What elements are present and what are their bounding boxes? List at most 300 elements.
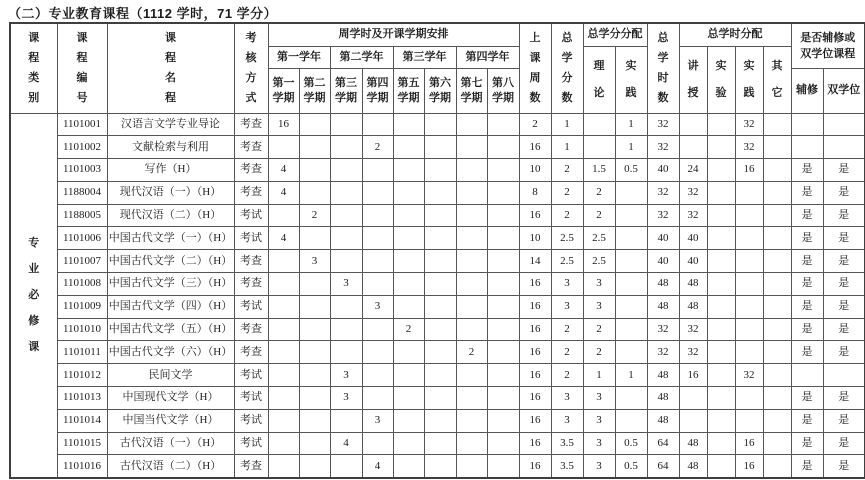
double-degree-cell: 是: [823, 387, 865, 410]
hour-lecture-cell: 48: [679, 432, 707, 455]
credit-practice-cell: [615, 273, 647, 296]
total-hours-cell: 48: [647, 364, 679, 387]
hour-practice-cell: 32: [735, 113, 763, 136]
semester-2-cell: [299, 136, 330, 159]
course-number-cell: 1101014: [57, 409, 107, 432]
total-credits-cell: 2: [551, 159, 583, 182]
course-name-cell: 现代汉语（一）（H）: [107, 181, 234, 204]
semester-6-cell: [424, 113, 456, 136]
course-name-cell: 中国古代文学（三）（H）: [107, 273, 234, 296]
header-hour-practice: 实践: [735, 46, 763, 113]
credit-theory-cell: 2: [583, 341, 615, 364]
header-year-1: 第一学年: [268, 46, 330, 68]
header-hour-lecture: 讲授: [679, 46, 707, 113]
class-weeks-cell: 16: [519, 455, 551, 478]
assessment-cell: 考查: [234, 273, 268, 296]
semester-8-cell: [487, 409, 519, 432]
hour-lecture-cell: 48: [679, 273, 707, 296]
course-number-cell: 1101008: [57, 273, 107, 296]
hour-practice-cell: [735, 250, 763, 273]
semester-8-cell: [487, 204, 519, 227]
semester-8-cell: [487, 318, 519, 341]
semester-7-cell: [456, 364, 487, 387]
course-number-cell: 1101007: [57, 250, 107, 273]
semester-5-cell: [393, 432, 424, 455]
semester-7-cell: [456, 227, 487, 250]
table-row: [10, 227, 865, 250]
semester-8-cell: [487, 227, 519, 250]
table-row: [10, 273, 865, 296]
course-name-cell: 中国古代文学（二）（H）: [107, 250, 234, 273]
semester-8-cell: [487, 250, 519, 273]
semester-3-cell: 3: [330, 273, 362, 296]
semester-3-cell: [330, 250, 362, 273]
total-credits-cell: 3: [551, 295, 583, 318]
minor-cell: 是: [791, 295, 823, 318]
hour-experiment-cell: [707, 227, 735, 250]
hour-experiment-cell: [707, 341, 735, 364]
hour-experiment-cell: [707, 273, 735, 296]
section-title: （二）专业教育课程（1112 学时，71 学分）: [8, 6, 278, 21]
hour-lecture-cell: 16: [679, 364, 707, 387]
semester-2-cell: [299, 364, 330, 387]
total-credits-cell: 3.5: [551, 432, 583, 455]
semester-2-cell: [299, 273, 330, 296]
hour-practice-cell: [735, 318, 763, 341]
hour-experiment-cell: [707, 387, 735, 410]
header-course-number: 课程编号: [57, 23, 107, 113]
credit-theory-cell: 3: [583, 295, 615, 318]
assessment-cell: 考查: [234, 113, 268, 136]
hour-other-cell: [763, 364, 791, 387]
total-hours-cell: 64: [647, 432, 679, 455]
minor-cell: 是: [791, 227, 823, 250]
total-credits-cell: 2.5: [551, 227, 583, 250]
total-hours-cell: 32: [647, 181, 679, 204]
credit-practice-cell: 1: [615, 364, 647, 387]
total-credits-cell: 2: [551, 181, 583, 204]
hour-practice-cell: [735, 181, 763, 204]
minor-cell: 是: [791, 159, 823, 182]
double-degree-cell: [823, 364, 865, 387]
semester-1-cell: 4: [268, 227, 299, 250]
semester-6-cell: [424, 387, 456, 410]
hour-lecture-cell: 48: [679, 455, 707, 478]
minor-cell: [791, 136, 823, 159]
hour-lecture-cell: 40: [679, 250, 707, 273]
total-credits-cell: 1: [551, 113, 583, 136]
credit-practice-cell: 0.5: [615, 432, 647, 455]
hour-other-cell: [763, 159, 791, 182]
hour-other-cell: [763, 318, 791, 341]
table-row: [10, 432, 865, 455]
hour-experiment-cell: [707, 409, 735, 432]
hour-experiment-cell: [707, 204, 735, 227]
semester-7-cell: [456, 273, 487, 296]
semester-7-cell: [456, 387, 487, 410]
header-minor: 辅修: [791, 68, 823, 113]
course-name-cell: 汉语言文学专业导论: [107, 113, 234, 136]
header-total-hours: 总学时数: [647, 23, 679, 113]
hour-practice-cell: [735, 227, 763, 250]
assessment-cell: 考查: [234, 159, 268, 182]
hour-lecture-cell: 32: [679, 341, 707, 364]
semester-3-cell: [330, 295, 362, 318]
assessment-cell: 考查: [234, 250, 268, 273]
course-name-cell: 古代汉语（一）（H）: [107, 432, 234, 455]
semester-2-cell: [299, 455, 330, 478]
semester-5-cell: [393, 181, 424, 204]
course-number-cell: 1101015: [57, 432, 107, 455]
total-hours-cell: 48: [647, 387, 679, 410]
minor-cell: 是: [791, 341, 823, 364]
semester-1-cell: [268, 364, 299, 387]
double-degree-cell: 是: [823, 204, 865, 227]
total-hours-cell: 40: [647, 159, 679, 182]
hour-experiment-cell: [707, 136, 735, 159]
course-number-cell: 1101009: [57, 295, 107, 318]
table-header: [10, 23, 865, 113]
semester-6-cell: [424, 159, 456, 182]
semester-7-cell: [456, 204, 487, 227]
semester-8-cell: [487, 136, 519, 159]
header-weekly-schedule-group: 周学时及开课学期安排: [268, 23, 519, 46]
hour-practice-cell: [735, 273, 763, 296]
header-semester-3: 第三学期: [330, 68, 362, 113]
class-weeks-cell: 16: [519, 409, 551, 432]
course-name-cell: 中国古代文学（一）（H）: [107, 227, 234, 250]
minor-cell: 是: [791, 181, 823, 204]
hour-experiment-cell: [707, 113, 735, 136]
total-hours-cell: 48: [647, 273, 679, 296]
semester-2-cell: 3: [299, 250, 330, 273]
credit-practice-cell: 0.5: [615, 455, 647, 478]
table-row: [10, 364, 865, 387]
table-row: [10, 409, 865, 432]
credit-theory-cell: 2.5: [583, 227, 615, 250]
hour-other-cell: [763, 113, 791, 136]
total-credits-cell: 2: [551, 341, 583, 364]
table-row: [10, 204, 865, 227]
semester-3-cell: 3: [330, 364, 362, 387]
hour-other-cell: [763, 227, 791, 250]
course-number-cell: 1188005: [57, 204, 107, 227]
semester-3-cell: [330, 181, 362, 204]
semester-6-cell: [424, 409, 456, 432]
header-year-4: 第四学年: [456, 46, 519, 68]
class-weeks-cell: 14: [519, 250, 551, 273]
semester-1-cell: 16: [268, 113, 299, 136]
table-row: [10, 295, 865, 318]
credit-theory-cell: [583, 113, 615, 136]
credit-practice-cell: [615, 387, 647, 410]
assessment-cell: 考试: [234, 364, 268, 387]
hour-lecture-cell: 48: [679, 295, 707, 318]
semester-5-cell: [393, 364, 424, 387]
header-credit-practice: 实践: [615, 46, 647, 113]
header-minor-group: 是否辅修或双学位课程: [791, 23, 865, 68]
semester-1-cell: 4: [268, 159, 299, 182]
class-weeks-cell: 8: [519, 181, 551, 204]
class-weeks-cell: 16: [519, 387, 551, 410]
hour-experiment-cell: [707, 295, 735, 318]
hour-practice-cell: 16: [735, 432, 763, 455]
semester-1-cell: [268, 273, 299, 296]
total-hours-cell: 40: [647, 250, 679, 273]
credit-practice-cell: [615, 250, 647, 273]
hour-lecture-cell: 32: [679, 181, 707, 204]
semester-4-cell: 3: [362, 409, 393, 432]
hour-practice-cell: 16: [735, 159, 763, 182]
semester-3-cell: [330, 409, 362, 432]
semester-8-cell: [487, 455, 519, 478]
semester-3-cell: [330, 318, 362, 341]
total-credits-cell: 3: [551, 387, 583, 410]
double-degree-cell: 是: [823, 159, 865, 182]
assessment-cell: 考查: [234, 455, 268, 478]
hour-other-cell: [763, 136, 791, 159]
hour-lecture-cell: [679, 136, 707, 159]
minor-cell: [791, 113, 823, 136]
semester-3-cell: [330, 204, 362, 227]
semester-5-cell: [393, 204, 424, 227]
hour-lecture-cell: 40: [679, 227, 707, 250]
credit-theory-cell: 2: [583, 181, 615, 204]
credit-theory-cell: 2: [583, 318, 615, 341]
semester-5-cell: [393, 341, 424, 364]
semester-8-cell: [487, 295, 519, 318]
semester-2-cell: [299, 432, 330, 455]
course-table-body: [10, 113, 865, 478]
class-weeks-cell: 10: [519, 159, 551, 182]
semester-3-cell: [330, 227, 362, 250]
header-semester-7: 第七学期: [456, 68, 487, 113]
semester-8-cell: [487, 159, 519, 182]
double-degree-cell: 是: [823, 227, 865, 250]
header-hour-other: 其它: [763, 46, 791, 113]
semester-6-cell: [424, 204, 456, 227]
double-degree-cell: 是: [823, 181, 865, 204]
credit-theory-cell: 3: [583, 455, 615, 478]
semester-6-cell: [424, 318, 456, 341]
total-hours-cell: 48: [647, 409, 679, 432]
semester-2-cell: [299, 295, 330, 318]
header-semester-1: 第一学期: [268, 68, 299, 113]
course-number-cell: 1101003: [57, 159, 107, 182]
header-course-name: 课程名程: [107, 23, 234, 113]
category-cell: 专业必修课: [10, 113, 57, 478]
class-weeks-cell: 10: [519, 227, 551, 250]
semester-7-cell: [456, 409, 487, 432]
hour-practice-cell: 16: [735, 455, 763, 478]
credit-theory-cell: 3: [583, 432, 615, 455]
semester-5-cell: [393, 295, 424, 318]
semester-3-cell: [330, 113, 362, 136]
hour-practice-cell: 32: [735, 364, 763, 387]
total-hours-cell: 32: [647, 113, 679, 136]
header-semester-5: 第五学期: [393, 68, 424, 113]
semester-2-cell: [299, 181, 330, 204]
semester-3-cell: [330, 136, 362, 159]
hour-other-cell: [763, 273, 791, 296]
header-year-3: 第三学年: [393, 46, 456, 68]
semester-6-cell: [424, 341, 456, 364]
semester-4-cell: [362, 318, 393, 341]
semester-7-cell: [456, 295, 487, 318]
total-credits-cell: 2: [551, 204, 583, 227]
credit-practice-cell: [615, 181, 647, 204]
header-year-2: 第二学年: [330, 46, 393, 68]
assessment-cell: 考查: [234, 181, 268, 204]
assessment-cell: 考查: [234, 136, 268, 159]
semester-8-cell: [487, 341, 519, 364]
semester-8-cell: [487, 432, 519, 455]
minor-cell: 是: [791, 455, 823, 478]
semester-2-cell: [299, 341, 330, 364]
semester-6-cell: [424, 364, 456, 387]
assessment-cell: 考查: [234, 318, 268, 341]
total-credits-cell: 2: [551, 364, 583, 387]
semester-5-cell: [393, 387, 424, 410]
header-class-weeks: 上课周数: [519, 23, 551, 113]
semester-1-cell: [268, 318, 299, 341]
hour-lecture-cell: [679, 409, 707, 432]
semester-5-cell: [393, 113, 424, 136]
minor-cell: 是: [791, 409, 823, 432]
hour-other-cell: [763, 295, 791, 318]
total-hours-cell: 32: [647, 341, 679, 364]
semester-1-cell: 4: [268, 181, 299, 204]
semester-1-cell: [268, 432, 299, 455]
hour-practice-cell: [735, 341, 763, 364]
hour-experiment-cell: [707, 250, 735, 273]
hour-lecture-cell: 32: [679, 204, 707, 227]
semester-3-cell: 4: [330, 432, 362, 455]
class-weeks-cell: 2: [519, 113, 551, 136]
double-degree-cell: 是: [823, 409, 865, 432]
semester-7-cell: [456, 318, 487, 341]
semester-5-cell: [393, 409, 424, 432]
class-weeks-cell: 16: [519, 364, 551, 387]
credit-practice-cell: 1: [615, 113, 647, 136]
assessment-cell: 考试: [234, 204, 268, 227]
semester-7-cell: [456, 136, 487, 159]
hour-lecture-cell: 24: [679, 159, 707, 182]
semester-5-cell: 2: [393, 318, 424, 341]
hour-practice-cell: 32: [735, 136, 763, 159]
total-credits-cell: 2.5: [551, 250, 583, 273]
header-double-degree: 双学位: [823, 68, 865, 113]
hour-practice-cell: [735, 409, 763, 432]
course-name-cell: 中国古代文学（六）（H）: [107, 341, 234, 364]
semester-7-cell: [456, 113, 487, 136]
header-assessment: 考核方式: [234, 23, 268, 113]
hour-lecture-cell: 32: [679, 318, 707, 341]
credit-practice-cell: [615, 204, 647, 227]
semester-4-cell: 3: [362, 295, 393, 318]
semester-6-cell: [424, 295, 456, 318]
double-degree-cell: 是: [823, 273, 865, 296]
header-hour-experiment: 实验: [707, 46, 735, 113]
hour-other-cell: [763, 432, 791, 455]
course-name-cell: 中国当代文学（H）: [107, 409, 234, 432]
header-category: 课程类别: [10, 23, 57, 113]
semester-4-cell: 4: [362, 455, 393, 478]
semester-4-cell: [362, 159, 393, 182]
semester-6-cell: [424, 181, 456, 204]
semester-1-cell: [268, 250, 299, 273]
header-hour-allocation-group: 总学时分配: [679, 23, 791, 46]
semester-6-cell: [424, 273, 456, 296]
semester-6-cell: [424, 455, 456, 478]
semester-4-cell: [362, 387, 393, 410]
assessment-cell: 考试: [234, 409, 268, 432]
credit-theory-cell: 2: [583, 204, 615, 227]
semester-2-cell: [299, 387, 330, 410]
minor-cell: [791, 364, 823, 387]
class-weeks-cell: 16: [519, 432, 551, 455]
semester-2-cell: [299, 227, 330, 250]
semester-3-cell: [330, 455, 362, 478]
semester-4-cell: [362, 227, 393, 250]
credit-practice-cell: [615, 409, 647, 432]
credit-theory-cell: 1: [583, 364, 615, 387]
header-semester-6: 第六学期: [424, 68, 456, 113]
semester-6-cell: [424, 136, 456, 159]
semester-7-cell: [456, 432, 487, 455]
semester-4-cell: [362, 341, 393, 364]
total-hours-cell: 32: [647, 204, 679, 227]
course-name-cell: 中国现代文学（H）: [107, 387, 234, 410]
course-number-cell: 1101011: [57, 341, 107, 364]
semester-8-cell: [487, 387, 519, 410]
semester-1-cell: [268, 409, 299, 432]
table-row: [10, 455, 865, 478]
total-credits-cell: 2: [551, 318, 583, 341]
double-degree-cell: 是: [823, 318, 865, 341]
course-number-cell: 1101013: [57, 387, 107, 410]
double-degree-cell: 是: [823, 455, 865, 478]
semester-4-cell: [362, 432, 393, 455]
table-row: [10, 318, 865, 341]
double-degree-cell: [823, 136, 865, 159]
credit-practice-cell: [615, 318, 647, 341]
minor-cell: 是: [791, 432, 823, 455]
semester-4-cell: [362, 181, 393, 204]
table-row: [10, 387, 865, 410]
hour-practice-cell: [735, 387, 763, 410]
semester-2-cell: [299, 159, 330, 182]
hour-experiment-cell: [707, 159, 735, 182]
hour-experiment-cell: [707, 432, 735, 455]
semester-7-cell: [456, 159, 487, 182]
table-row: [10, 159, 865, 182]
class-weeks-cell: 16: [519, 273, 551, 296]
credit-theory-cell: 2.5: [583, 250, 615, 273]
course-number-cell: 1101006: [57, 227, 107, 250]
course-name-cell: 现代汉语（二）（H）: [107, 204, 234, 227]
total-credits-cell: 3.5: [551, 455, 583, 478]
credit-theory-cell: 3: [583, 387, 615, 410]
semester-1-cell: [268, 455, 299, 478]
semester-7-cell: [456, 250, 487, 273]
minor-cell: 是: [791, 204, 823, 227]
semester-5-cell: [393, 250, 424, 273]
double-degree-cell: 是: [823, 341, 865, 364]
credit-theory-cell: 3: [583, 273, 615, 296]
credit-theory-cell: 1.5: [583, 159, 615, 182]
assessment-cell: 考试: [234, 387, 268, 410]
